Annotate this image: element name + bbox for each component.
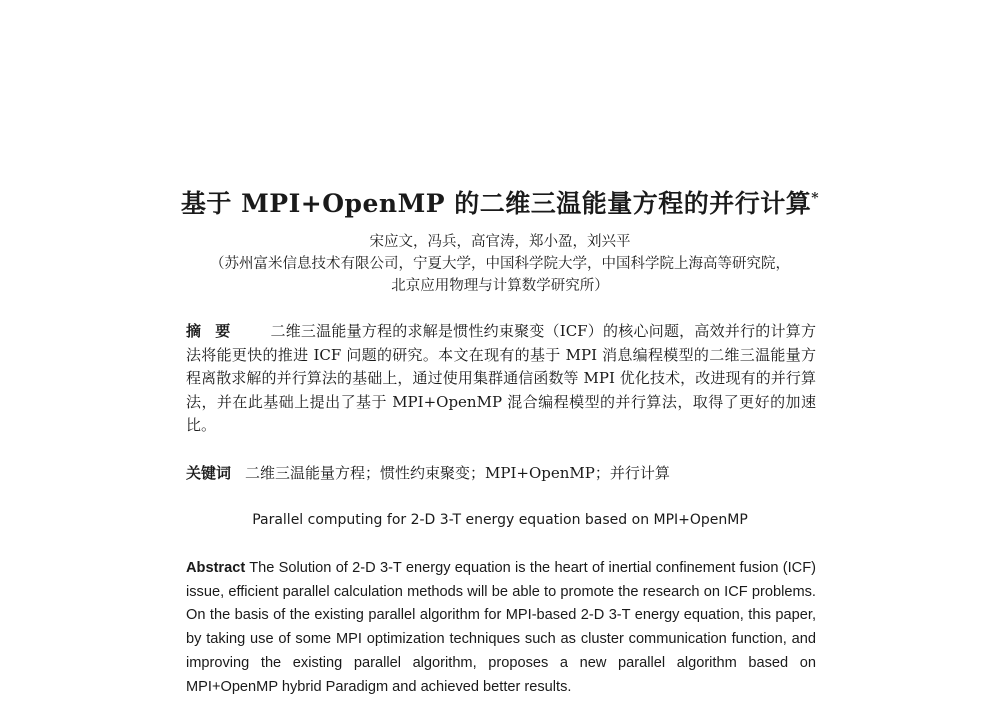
author-list: 宋应文，冯兵，高官涛，郑小盈，刘兴平: [369, 234, 631, 250]
keywords-label: 关键词: [186, 464, 232, 482]
english-abstract: [186, 557, 816, 699]
keywords-text: 二维三温能量方程；惯性约束聚变；MPI+OpenMP；并行计算: [245, 464, 670, 482]
english-abstract-text: The Solution of 2-D 3-T energy equation is the heart of inertial confinement fusion (ICF) issue, efficient parallel calculation methods will be able to promote the research on ICF problems. On the basis of the existing parallel algorithm for MPI-based 2-D 3-T energy equation, this paper, by taking use of some MPI optimization techniques such as cluster communication function, and improving the existing parallel algorithm, proposes a new parallel algorithm based on MPI+OpenMP hybrid Paradigm and achieved better results.: [186, 560, 816, 695]
paper-title: [150, 184, 850, 220]
affiliation-line-2: 北京应用物理与计算数学研究所）: [391, 278, 609, 294]
english-title: Parallel computing for 2-D 3-T energy equation based on MPI+OpenMP: [252, 512, 748, 528]
title-footnote-mark: *: [811, 190, 820, 207]
affiliation-line-1: （苏州富米信息技术有限公司，宁夏大学，中国科学院大学，中国科学院上海高等研究院，: [210, 256, 790, 272]
chinese-abstract-label: 摘要: [186, 322, 245, 340]
affiliations: [150, 253, 850, 297]
english-abstract-label: Abstract: [186, 560, 246, 576]
paper-title-text: 基于 MPI+OpenMP 的二维三温能量方程的并行计算: [180, 189, 812, 218]
chinese-abstract: [186, 320, 816, 438]
keywords: [186, 462, 816, 485]
chinese-abstract-text: 二维三温能量方程的求解是惯性约束聚变（ICF）的核心问题，高效并行的计算方法将能更快的推进 ICF 问题的研究。本文在现有的基于 MPI 消息编程模型的二维三温能量方程离散求解的并行算法的基础上，通过使用集群通信函数等 MPI 优化技术，改进现有的并行算法，并在此基础上提出了基于 MPI+OpenMP 混合编程模型的并行算法，取得了更好的加速比。: [186, 322, 816, 434]
